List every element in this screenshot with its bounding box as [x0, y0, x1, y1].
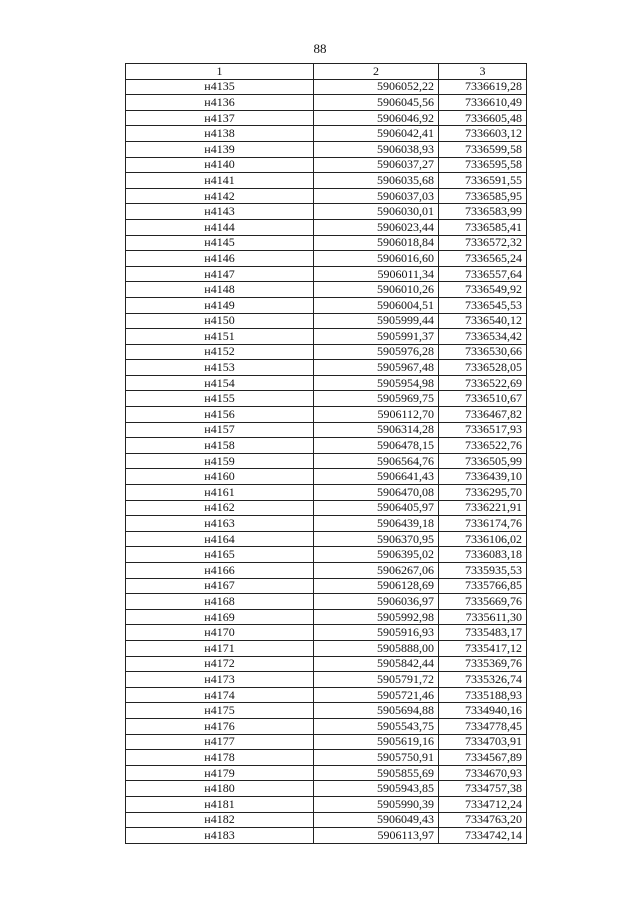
table-row	[126, 516, 527, 532]
table-row	[126, 266, 527, 282]
table-row	[126, 485, 527, 501]
table-row	[126, 251, 527, 267]
table-row	[126, 235, 527, 251]
x-coordinate-cell: 5905999,44	[314, 313, 439, 329]
table-row	[126, 734, 527, 750]
table-row	[126, 188, 527, 204]
point-id-cell: н4139	[126, 141, 314, 157]
x-coordinate-cell: 5906439,18	[314, 516, 439, 532]
y-coordinate-cell: 7336510,67	[439, 391, 527, 407]
table-row	[126, 204, 527, 220]
y-coordinate-cell: 7336557,64	[439, 266, 527, 282]
point-id-cell: н4159	[126, 453, 314, 469]
point-id-cell: н4150	[126, 313, 314, 329]
point-id-cell: н4171	[126, 640, 314, 656]
table-row	[126, 812, 527, 828]
y-coordinate-cell: 7336583,99	[439, 204, 527, 220]
y-coordinate-cell: 7335669,76	[439, 594, 527, 610]
y-coordinate-cell: 7336565,24	[439, 251, 527, 267]
table-row	[126, 750, 527, 766]
table-row	[126, 391, 527, 407]
y-coordinate-cell: 7336522,76	[439, 438, 527, 454]
table-row	[126, 625, 527, 641]
point-id-cell: н4157	[126, 422, 314, 438]
x-coordinate-cell: 5905855,69	[314, 765, 439, 781]
y-coordinate-cell: 7335326,74	[439, 672, 527, 688]
x-coordinate-cell: 5906641,43	[314, 469, 439, 485]
y-coordinate-cell: 7336439,10	[439, 469, 527, 485]
y-coordinate-cell: 7335369,76	[439, 656, 527, 672]
x-coordinate-cell: 5905791,72	[314, 672, 439, 688]
table-row	[126, 282, 527, 298]
x-coordinate-cell: 5906035,68	[314, 173, 439, 189]
table-body	[126, 79, 527, 843]
x-coordinate-cell: 5906011,34	[314, 266, 439, 282]
point-id-cell: н4183	[126, 828, 314, 844]
x-coordinate-cell: 5905943,85	[314, 781, 439, 797]
point-id-cell: н4164	[126, 531, 314, 547]
table-row	[126, 578, 527, 594]
point-id-cell: н4180	[126, 781, 314, 797]
x-coordinate-cell: 5906052,22	[314, 79, 439, 95]
y-coordinate-cell: 7336106,02	[439, 531, 527, 547]
x-coordinate-cell: 5905967,48	[314, 360, 439, 376]
table-row	[126, 765, 527, 781]
x-coordinate-cell: 5906267,06	[314, 563, 439, 579]
table-row	[126, 344, 527, 360]
x-coordinate-cell: 5906046,92	[314, 110, 439, 126]
table-row	[126, 547, 527, 563]
point-id-cell: н4167	[126, 578, 314, 594]
point-id-cell: н4176	[126, 718, 314, 734]
y-coordinate-cell: 7336530,66	[439, 344, 527, 360]
y-coordinate-cell: 7336545,53	[439, 297, 527, 313]
y-coordinate-cell: 7336585,41	[439, 219, 527, 235]
x-coordinate-cell: 5906113,97	[314, 828, 439, 844]
point-id-cell: н4162	[126, 500, 314, 516]
x-coordinate-cell: 5906049,43	[314, 812, 439, 828]
point-id-cell: н4177	[126, 734, 314, 750]
x-coordinate-cell: 5906010,26	[314, 282, 439, 298]
x-coordinate-cell: 5906128,69	[314, 578, 439, 594]
x-coordinate-cell: 5905750,91	[314, 750, 439, 766]
x-coordinate-cell: 5906112,70	[314, 407, 439, 423]
table-row	[126, 687, 527, 703]
point-id-cell: н4149	[126, 297, 314, 313]
column-header-point: 1	[126, 64, 314, 80]
column-header-y: 3	[439, 64, 527, 80]
y-coordinate-cell: 7336221,91	[439, 500, 527, 516]
y-coordinate-cell: 7336619,28	[439, 79, 527, 95]
point-id-cell: н4141	[126, 173, 314, 189]
table-row	[126, 531, 527, 547]
point-id-cell: н4154	[126, 375, 314, 391]
x-coordinate-cell: 5905619,16	[314, 734, 439, 750]
point-id-cell: н4163	[126, 516, 314, 532]
y-coordinate-cell: 7335611,30	[439, 609, 527, 625]
point-id-cell: н4178	[126, 750, 314, 766]
x-coordinate-cell: 5906023,44	[314, 219, 439, 235]
point-id-cell: н4152	[126, 344, 314, 360]
point-id-cell: н4182	[126, 812, 314, 828]
y-coordinate-cell: 7335483,17	[439, 625, 527, 641]
point-id-cell: н4170	[126, 625, 314, 641]
point-id-cell: н4161	[126, 485, 314, 501]
point-id-cell: н4168	[126, 594, 314, 610]
table-row	[126, 422, 527, 438]
table-row	[126, 360, 527, 376]
y-coordinate-cell: 7336540,12	[439, 313, 527, 329]
x-coordinate-cell: 5905991,37	[314, 329, 439, 345]
y-coordinate-cell: 7335188,93	[439, 687, 527, 703]
y-coordinate-cell: 7336572,32	[439, 235, 527, 251]
x-coordinate-cell: 5905992,98	[314, 609, 439, 625]
table-row	[126, 796, 527, 812]
table-row	[126, 297, 527, 313]
table-row	[126, 313, 527, 329]
table-row	[126, 438, 527, 454]
y-coordinate-cell: 7336467,82	[439, 407, 527, 423]
x-coordinate-cell: 5906036,97	[314, 594, 439, 610]
y-coordinate-cell: 7334778,45	[439, 718, 527, 734]
x-coordinate-cell: 5906470,08	[314, 485, 439, 501]
table-row	[126, 219, 527, 235]
y-coordinate-cell: 7334670,93	[439, 765, 527, 781]
y-coordinate-cell: 7336174,76	[439, 516, 527, 532]
table-row	[126, 375, 527, 391]
point-id-cell: н4173	[126, 672, 314, 688]
x-coordinate-cell: 5906564,76	[314, 453, 439, 469]
table-row	[126, 656, 527, 672]
point-id-cell: н4179	[126, 765, 314, 781]
y-coordinate-cell: 7336610,49	[439, 95, 527, 111]
x-coordinate-cell: 5906037,03	[314, 188, 439, 204]
table-row	[126, 407, 527, 423]
point-id-cell: н4151	[126, 329, 314, 345]
point-id-cell: н4144	[126, 219, 314, 235]
x-coordinate-cell: 5905916,93	[314, 625, 439, 641]
table-row	[126, 500, 527, 516]
y-coordinate-cell: 7336522,69	[439, 375, 527, 391]
y-coordinate-cell: 7336534,42	[439, 329, 527, 345]
y-coordinate-cell: 7334703,91	[439, 734, 527, 750]
x-coordinate-cell: 5906370,95	[314, 531, 439, 547]
y-coordinate-cell: 7334712,24	[439, 796, 527, 812]
y-coordinate-cell: 7334567,89	[439, 750, 527, 766]
table-row	[126, 95, 527, 111]
table-row	[126, 703, 527, 719]
x-coordinate-cell: 5906045,56	[314, 95, 439, 111]
point-id-cell: н4174	[126, 687, 314, 703]
point-id-cell: н4156	[126, 407, 314, 423]
x-coordinate-cell: 5905694,88	[314, 703, 439, 719]
y-coordinate-cell: 7334763,20	[439, 812, 527, 828]
table-row	[126, 672, 527, 688]
y-coordinate-cell: 7336505,99	[439, 453, 527, 469]
x-coordinate-cell: 5906478,15	[314, 438, 439, 454]
table-row	[126, 329, 527, 345]
y-coordinate-cell: 7336595,58	[439, 157, 527, 173]
table-header-row	[126, 64, 527, 80]
x-coordinate-cell: 5905954,98	[314, 375, 439, 391]
table-row	[126, 141, 527, 157]
y-coordinate-cell: 7336603,12	[439, 126, 527, 142]
point-id-cell: н4160	[126, 469, 314, 485]
x-coordinate-cell: 5905990,39	[314, 796, 439, 812]
x-coordinate-cell: 5905721,46	[314, 687, 439, 703]
x-coordinate-cell: 5906037,27	[314, 157, 439, 173]
point-id-cell: н4148	[126, 282, 314, 298]
point-id-cell: н4169	[126, 609, 314, 625]
table-row	[126, 718, 527, 734]
coordinates-table	[125, 63, 527, 844]
x-coordinate-cell: 5906038,93	[314, 141, 439, 157]
point-id-cell: н4166	[126, 563, 314, 579]
table-row	[126, 563, 527, 579]
x-coordinate-cell: 5906004,51	[314, 297, 439, 313]
x-coordinate-cell: 5905888,00	[314, 640, 439, 656]
y-coordinate-cell: 7335417,12	[439, 640, 527, 656]
y-coordinate-cell: 7334742,14	[439, 828, 527, 844]
point-id-cell: н4181	[126, 796, 314, 812]
column-header-x: 2	[314, 64, 439, 80]
point-id-cell: н4138	[126, 126, 314, 142]
y-coordinate-cell: 7336083,18	[439, 547, 527, 563]
table-row	[126, 781, 527, 797]
x-coordinate-cell: 5905842,44	[314, 656, 439, 672]
x-coordinate-cell: 5906042,41	[314, 126, 439, 142]
table-row	[126, 79, 527, 95]
y-coordinate-cell: 7335766,85	[439, 578, 527, 594]
point-id-cell: н4153	[126, 360, 314, 376]
x-coordinate-cell: 5906016,60	[314, 251, 439, 267]
y-coordinate-cell: 7336585,95	[439, 188, 527, 204]
table-row	[126, 453, 527, 469]
table-row	[126, 469, 527, 485]
point-id-cell: н4136	[126, 95, 314, 111]
point-id-cell: н4165	[126, 547, 314, 563]
y-coordinate-cell: 7336591,55	[439, 173, 527, 189]
y-coordinate-cell: 7336517,93	[439, 422, 527, 438]
point-id-cell: н4147	[126, 266, 314, 282]
y-coordinate-cell: 7335935,53	[439, 563, 527, 579]
point-id-cell: н4135	[126, 79, 314, 95]
point-id-cell: н4145	[126, 235, 314, 251]
y-coordinate-cell: 7336599,58	[439, 141, 527, 157]
y-coordinate-cell: 7336549,92	[439, 282, 527, 298]
point-id-cell: н4142	[126, 188, 314, 204]
table-row	[126, 609, 527, 625]
x-coordinate-cell: 5905543,75	[314, 718, 439, 734]
y-coordinate-cell: 7336528,05	[439, 360, 527, 376]
point-id-cell: н4146	[126, 251, 314, 267]
point-id-cell: н4172	[126, 656, 314, 672]
table-row	[126, 640, 527, 656]
y-coordinate-cell: 7334757,38	[439, 781, 527, 797]
x-coordinate-cell: 5906314,28	[314, 422, 439, 438]
x-coordinate-cell: 5906395,02	[314, 547, 439, 563]
x-coordinate-cell: 5906030,01	[314, 204, 439, 220]
table-row	[126, 828, 527, 844]
x-coordinate-cell: 5906018,84	[314, 235, 439, 251]
point-id-cell: н4140	[126, 157, 314, 173]
point-id-cell: н4143	[126, 204, 314, 220]
x-coordinate-cell: 5905976,28	[314, 344, 439, 360]
point-id-cell: н4137	[126, 110, 314, 126]
point-id-cell: н4175	[126, 703, 314, 719]
table-row	[126, 157, 527, 173]
page-number: 88	[313, 41, 327, 56]
table-row	[126, 594, 527, 610]
point-id-cell: н4158	[126, 438, 314, 454]
table-row	[126, 110, 527, 126]
y-coordinate-cell: 7334940,16	[439, 703, 527, 719]
table-row	[126, 173, 527, 189]
y-coordinate-cell: 7336605,48	[439, 110, 527, 126]
x-coordinate-cell: 5905969,75	[314, 391, 439, 407]
y-coordinate-cell: 7336295,70	[439, 485, 527, 501]
table-row	[126, 126, 527, 142]
x-coordinate-cell: 5906405,97	[314, 500, 439, 516]
point-id-cell: н4155	[126, 391, 314, 407]
